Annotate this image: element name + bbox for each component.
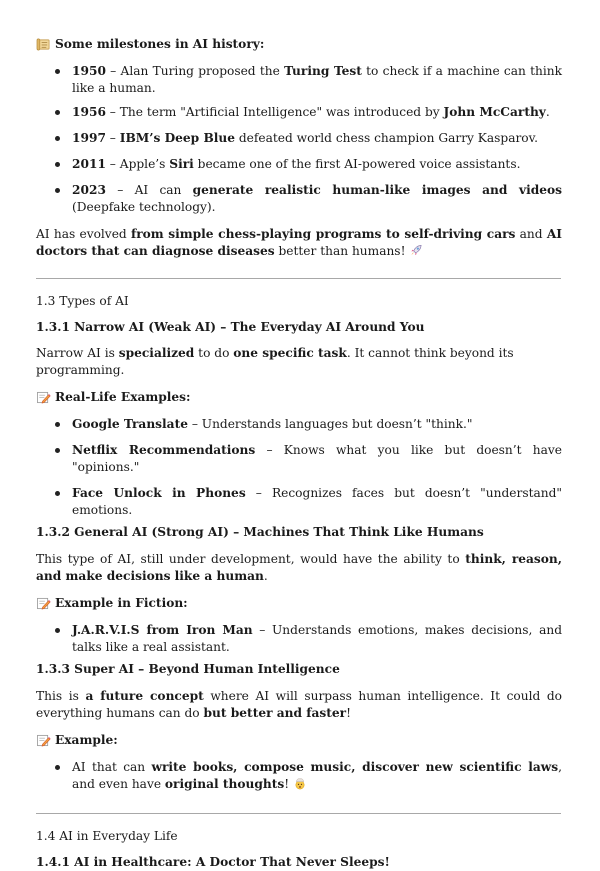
general-ai-heading: 1.3.2 General AI (Strong AI) – Machines That Think Like Humans xyxy=(36,525,484,539)
milestone-text: The term "Artificial Intelligence" was introduced by xyxy=(119,105,444,119)
super-text: ! xyxy=(346,706,351,720)
list-item xyxy=(36,104,562,121)
narrow-text: Narrow AI is xyxy=(36,346,119,360)
summary-text: better than humans! xyxy=(274,244,406,258)
list-item xyxy=(36,759,562,793)
milestone-strong: Siri xyxy=(169,157,194,171)
milestone-text: Alan Turing proposed the xyxy=(120,64,285,78)
narrow-examples-list xyxy=(36,416,562,519)
general-examples-header xyxy=(36,595,562,612)
summary-text: AI has evolved xyxy=(36,227,131,241)
milestone-year: 1997 xyxy=(72,131,106,145)
memo-icon xyxy=(36,597,51,610)
milestone-strong: generate realistic human-like images and videos xyxy=(192,183,563,197)
list-item xyxy=(36,442,562,476)
super-strong: but better and faster xyxy=(203,706,347,720)
narrow-ai-heading: 1.3.1 Narrow AI (Weak AI) – The Everyday AI Around You xyxy=(36,320,425,334)
example-desc: – Recognizes faces but doesn’t "understand" emotions. xyxy=(72,486,562,517)
everyday-heading: 1.4 AI in Everyday Life xyxy=(36,829,178,843)
list-item xyxy=(36,182,562,216)
super-ai-desc xyxy=(36,688,562,722)
list-item xyxy=(36,156,562,173)
example-name: Google Translate xyxy=(72,417,188,431)
types-heading: 1.3 Types of AI xyxy=(36,294,129,308)
example-desc: – Understands languages but doesn’t "think." xyxy=(187,417,473,431)
example-text: ! xyxy=(284,777,290,791)
milestone-sep: – xyxy=(105,183,135,197)
summary-strong: from simple chess-playing programs to self-driving cars xyxy=(130,227,516,241)
narrow-strong: one specific task xyxy=(233,346,347,360)
super-examples-list xyxy=(36,759,562,793)
narrow-strong: specialized xyxy=(118,346,195,360)
healthcare-heading: 1.4.1 AI in Healthcare: A Doctor That Never Sleeps! xyxy=(36,855,390,869)
example-text: AI that can xyxy=(72,760,152,774)
milestone-text: Apple’s xyxy=(119,157,170,171)
example-strong: original thoughts xyxy=(164,777,285,791)
super-examples-header xyxy=(36,732,562,749)
list-item xyxy=(36,485,562,519)
summary-strong: AI doctors that can diagnose diseases xyxy=(36,227,562,258)
example-strong: write books, compose music, discover new scientific laws xyxy=(151,760,559,774)
example-name: J.A.R.V.I.S from Iron Man xyxy=(72,623,253,637)
milestone-text: (Deepfake technology). xyxy=(72,200,216,214)
milestones-list xyxy=(36,63,562,216)
milestone-sep: – xyxy=(105,131,120,145)
milestone-text: defeated world chess champion Garry Kasparov. xyxy=(235,131,538,145)
general-examples-list xyxy=(36,622,562,656)
scroll-icon xyxy=(36,38,51,51)
milestone-text: to check if a machine can think like a human. xyxy=(72,64,563,95)
milestone-year: 2011 xyxy=(72,157,106,171)
example-text: , and even have xyxy=(72,760,563,791)
example-name: Netflix Recommendations xyxy=(72,443,256,457)
milestone-sep: – xyxy=(105,64,121,78)
milestone-sep: – xyxy=(105,105,120,119)
exploding-head-icon xyxy=(293,777,307,790)
example-desc: – Understands emotions, makes decisions, and talks like a real assistant. xyxy=(72,623,562,654)
list-item xyxy=(36,416,562,433)
milestone-strong: Turing Test xyxy=(284,64,362,78)
memo-icon xyxy=(36,391,51,404)
summary-text: and xyxy=(515,227,547,241)
milestone-year: 1956 xyxy=(72,105,106,119)
milestone-text: AI can xyxy=(134,183,193,197)
rocket-icon xyxy=(409,244,423,257)
milestone-year: 1950 xyxy=(72,64,106,78)
list-item xyxy=(36,622,562,656)
milestones-header-text: Some milestones in AI history: xyxy=(55,37,265,51)
super-text: where AI will surpass human intelligence. It could do everything humans can do xyxy=(36,689,563,720)
memo-icon xyxy=(36,734,51,747)
general-text: This type of AI, still under development, would have the ability to xyxy=(36,552,466,566)
list-item xyxy=(36,130,562,147)
milestones-header xyxy=(36,36,562,53)
narrow-text: . It cannot think beyond its programming. xyxy=(36,346,514,377)
example-name: Face Unlock in Phones xyxy=(72,486,246,500)
narrow-ai-desc xyxy=(36,345,562,379)
super-examples-header-text: Example: xyxy=(55,733,118,747)
milestones-summary xyxy=(36,226,562,260)
example-desc: – Knows what you like but doesn’t have "opinions." xyxy=(72,443,562,474)
general-strong: think, reason, and make decisions like a human xyxy=(36,552,563,583)
milestone-year: 2023 xyxy=(72,183,106,197)
general-examples-header-text: Example in Fiction: xyxy=(55,596,188,610)
super-strong: a future concept xyxy=(85,689,204,703)
narrow-examples-header xyxy=(36,389,562,406)
general-text: . xyxy=(263,569,268,583)
narrow-examples-header-text: Real-Life Examples: xyxy=(55,390,191,404)
narrow-text: to do xyxy=(194,346,234,360)
general-ai-desc xyxy=(36,551,562,585)
super-text: This is xyxy=(36,689,86,703)
super-ai-heading: 1.3.3 Super AI – Beyond Human Intelligence xyxy=(36,662,340,676)
section-divider xyxy=(36,278,561,279)
milestone-strong: John McCarthy xyxy=(443,105,546,119)
milestone-text: became one of the first AI-powered voice assistants. xyxy=(193,157,521,171)
milestone-sep: – xyxy=(105,157,120,171)
milestone-text: . xyxy=(545,105,550,119)
list-item xyxy=(36,63,562,97)
milestone-strong: IBM’s Deep Blue xyxy=(119,131,235,145)
section-divider xyxy=(36,813,561,814)
